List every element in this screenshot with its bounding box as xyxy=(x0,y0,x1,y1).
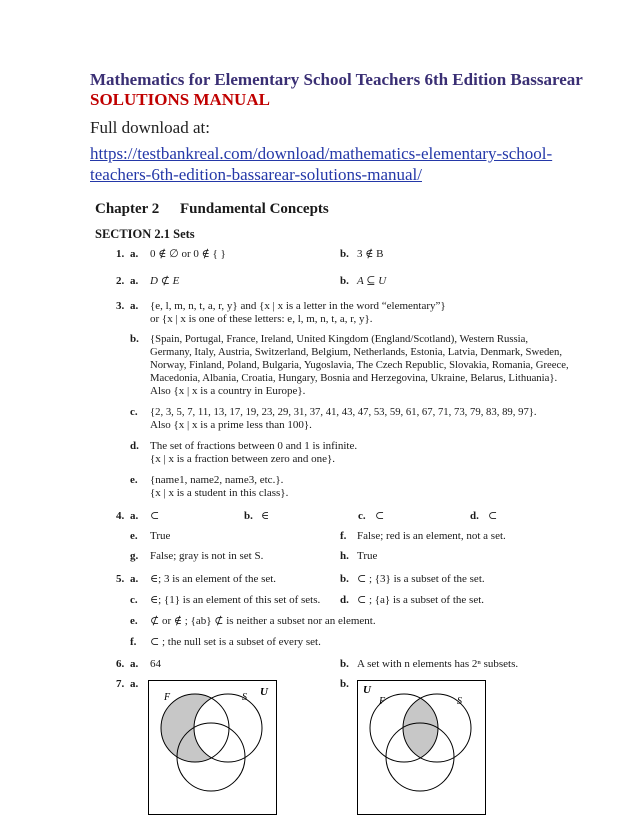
answer-text: {2, 3, 5, 7, 11, 13, 17, 19, 23, 29, 31, 37, 41, 43, 47, 53, 59, 61, 67, 71, 73, 79, 83, 89, 97}. xyxy=(150,406,537,418)
universe-label: U xyxy=(363,684,371,696)
answer-text: True xyxy=(357,550,378,562)
problem-number: 7. xyxy=(116,678,125,690)
venn-diagram-7a xyxy=(148,680,278,820)
answer-text: 3 ∉ B xyxy=(357,248,384,260)
answer-text: The set of fractions between 0 and 1 is infinite. xyxy=(150,440,358,452)
part-label: f. xyxy=(130,636,137,648)
answer-text: 64 xyxy=(150,658,161,670)
part-label: a. xyxy=(130,678,139,690)
chapter-title: Fundamental Concepts xyxy=(180,201,329,217)
answer-text: {x | x is a fraction between zero and one}. xyxy=(150,453,336,465)
answer-text: ⊂ ; {3} is a subset of the set. xyxy=(357,573,485,585)
part-label: b. xyxy=(340,275,349,287)
chapter-number: Chapter 2 xyxy=(95,201,160,217)
part-label: f. xyxy=(340,530,347,542)
answer-text: Also {x | x is a prime less than 100}. xyxy=(150,419,312,431)
part-label: d. xyxy=(340,594,349,606)
set-s-label: S xyxy=(457,696,462,707)
answer-text: ⊂ xyxy=(488,510,498,522)
answer-text: or {x | x is one of these letters: e, l, m, n, t, a, r, y}. xyxy=(150,313,373,325)
answer-text: ⊂ xyxy=(150,510,160,522)
full-download-label: Full download at: xyxy=(90,118,210,137)
part-label: b. xyxy=(340,678,349,690)
answer-text: ⊂ ; the null set is a subset of every set. xyxy=(150,636,321,648)
answer-text: Also {x | x is a country in Europe}. xyxy=(150,385,306,397)
answer-text: ⊂ ; {a} is a subset of the set. xyxy=(357,594,485,606)
book-title: Mathematics for Elementary School Teachers 6th Edition Bassarear xyxy=(90,70,583,89)
part-label: a. xyxy=(130,248,139,260)
answer-text: ⊄ or ∉ ; {ab} ⊄ is neither a subset nor an element. xyxy=(150,615,376,627)
answer-text: {e, l, m, n, t, a, r, y} and {x | x is a letter in the word “elementary”} xyxy=(150,300,446,312)
answer-text: 0 ∉ ∅ or 0 ∉ { } xyxy=(150,248,226,260)
part-label: a. xyxy=(130,300,139,312)
part-label: c. xyxy=(130,406,138,418)
answer-text: ∈ xyxy=(261,510,270,522)
problem-number: 1. xyxy=(116,248,125,260)
answer-text: ∈; 3 is an element of the set. xyxy=(150,573,277,585)
part-label: b. xyxy=(340,248,349,260)
set-s-label: S xyxy=(242,692,247,703)
part-label: b. xyxy=(340,573,349,585)
answer-text: ⊂ xyxy=(375,510,385,522)
problem-number: 3. xyxy=(116,300,125,312)
part-label: d. xyxy=(470,510,479,522)
answer-text: ∈; {1} is an element of this set of sets. xyxy=(150,594,321,606)
part-label: a. xyxy=(130,658,139,670)
part-label: e. xyxy=(130,530,138,542)
problem-number: 5. xyxy=(116,573,125,585)
answer-text: {name1, name2, name3, etc.}. xyxy=(150,474,284,486)
answer-text: {Spain, Portugal, France, Ireland, United Kingdom (England/Scotland), Western Russia, Germany, Italy, Austria, Switzerland, Belgium, Netherlands, Estonia, Latvia, Denmark, Sweden, Norway, Finland, Poland, Bulgaria, Yugoslavia, The Czech Republic, Slovakia, Romania, Greece, Macedonia, Albania, Croatia, Hungary, Bosnia and Herzegovina, Ukraine, Belarus, Lithuania}. xyxy=(150,333,569,384)
part-label: h. xyxy=(340,550,349,562)
answer-text: {x | x is a student in this class}. xyxy=(150,487,289,499)
answer-text: D ⊄ E xyxy=(150,275,180,287)
set-f-label: F xyxy=(379,696,386,707)
part-label: e. xyxy=(130,474,138,486)
solutions-manual-heading: SOLUTIONS MANUAL xyxy=(90,90,270,109)
part-label: e. xyxy=(130,615,138,627)
part-label: g. xyxy=(130,550,139,562)
answer-text: False; gray is not in set S. xyxy=(150,550,264,562)
set-f-label: F xyxy=(164,692,171,703)
answer-text: A set with n elements has 2ⁿ subsets. xyxy=(357,658,519,670)
problem-number: 6. xyxy=(116,658,125,670)
section-heading: SECTION 2.1 Sets xyxy=(95,227,195,241)
download-link[interactable]: https://testbankreal.com/download/mathematics-elementary-school-teachers-6th-edition-bassarear-solutions-manual/ xyxy=(90,144,553,184)
part-label: a. xyxy=(130,573,139,585)
part-label: a. xyxy=(130,510,139,522)
answer-text: True xyxy=(150,530,171,542)
part-label: b. xyxy=(244,510,253,522)
part-label: b. xyxy=(340,658,349,670)
problem-number: 4. xyxy=(116,510,125,522)
part-label: a. xyxy=(130,275,139,287)
part-label: c. xyxy=(358,510,366,522)
venn-diagram-7b xyxy=(357,680,487,820)
part-label: d. xyxy=(130,440,139,452)
part-label: c. xyxy=(130,594,138,606)
problem-number: 2. xyxy=(116,275,125,287)
part-label: b. xyxy=(130,333,139,345)
universe-label: U xyxy=(260,686,268,698)
answer-text: A ⊆ U xyxy=(357,275,387,287)
answer-text: False; red is an element, not a set. xyxy=(357,530,506,542)
